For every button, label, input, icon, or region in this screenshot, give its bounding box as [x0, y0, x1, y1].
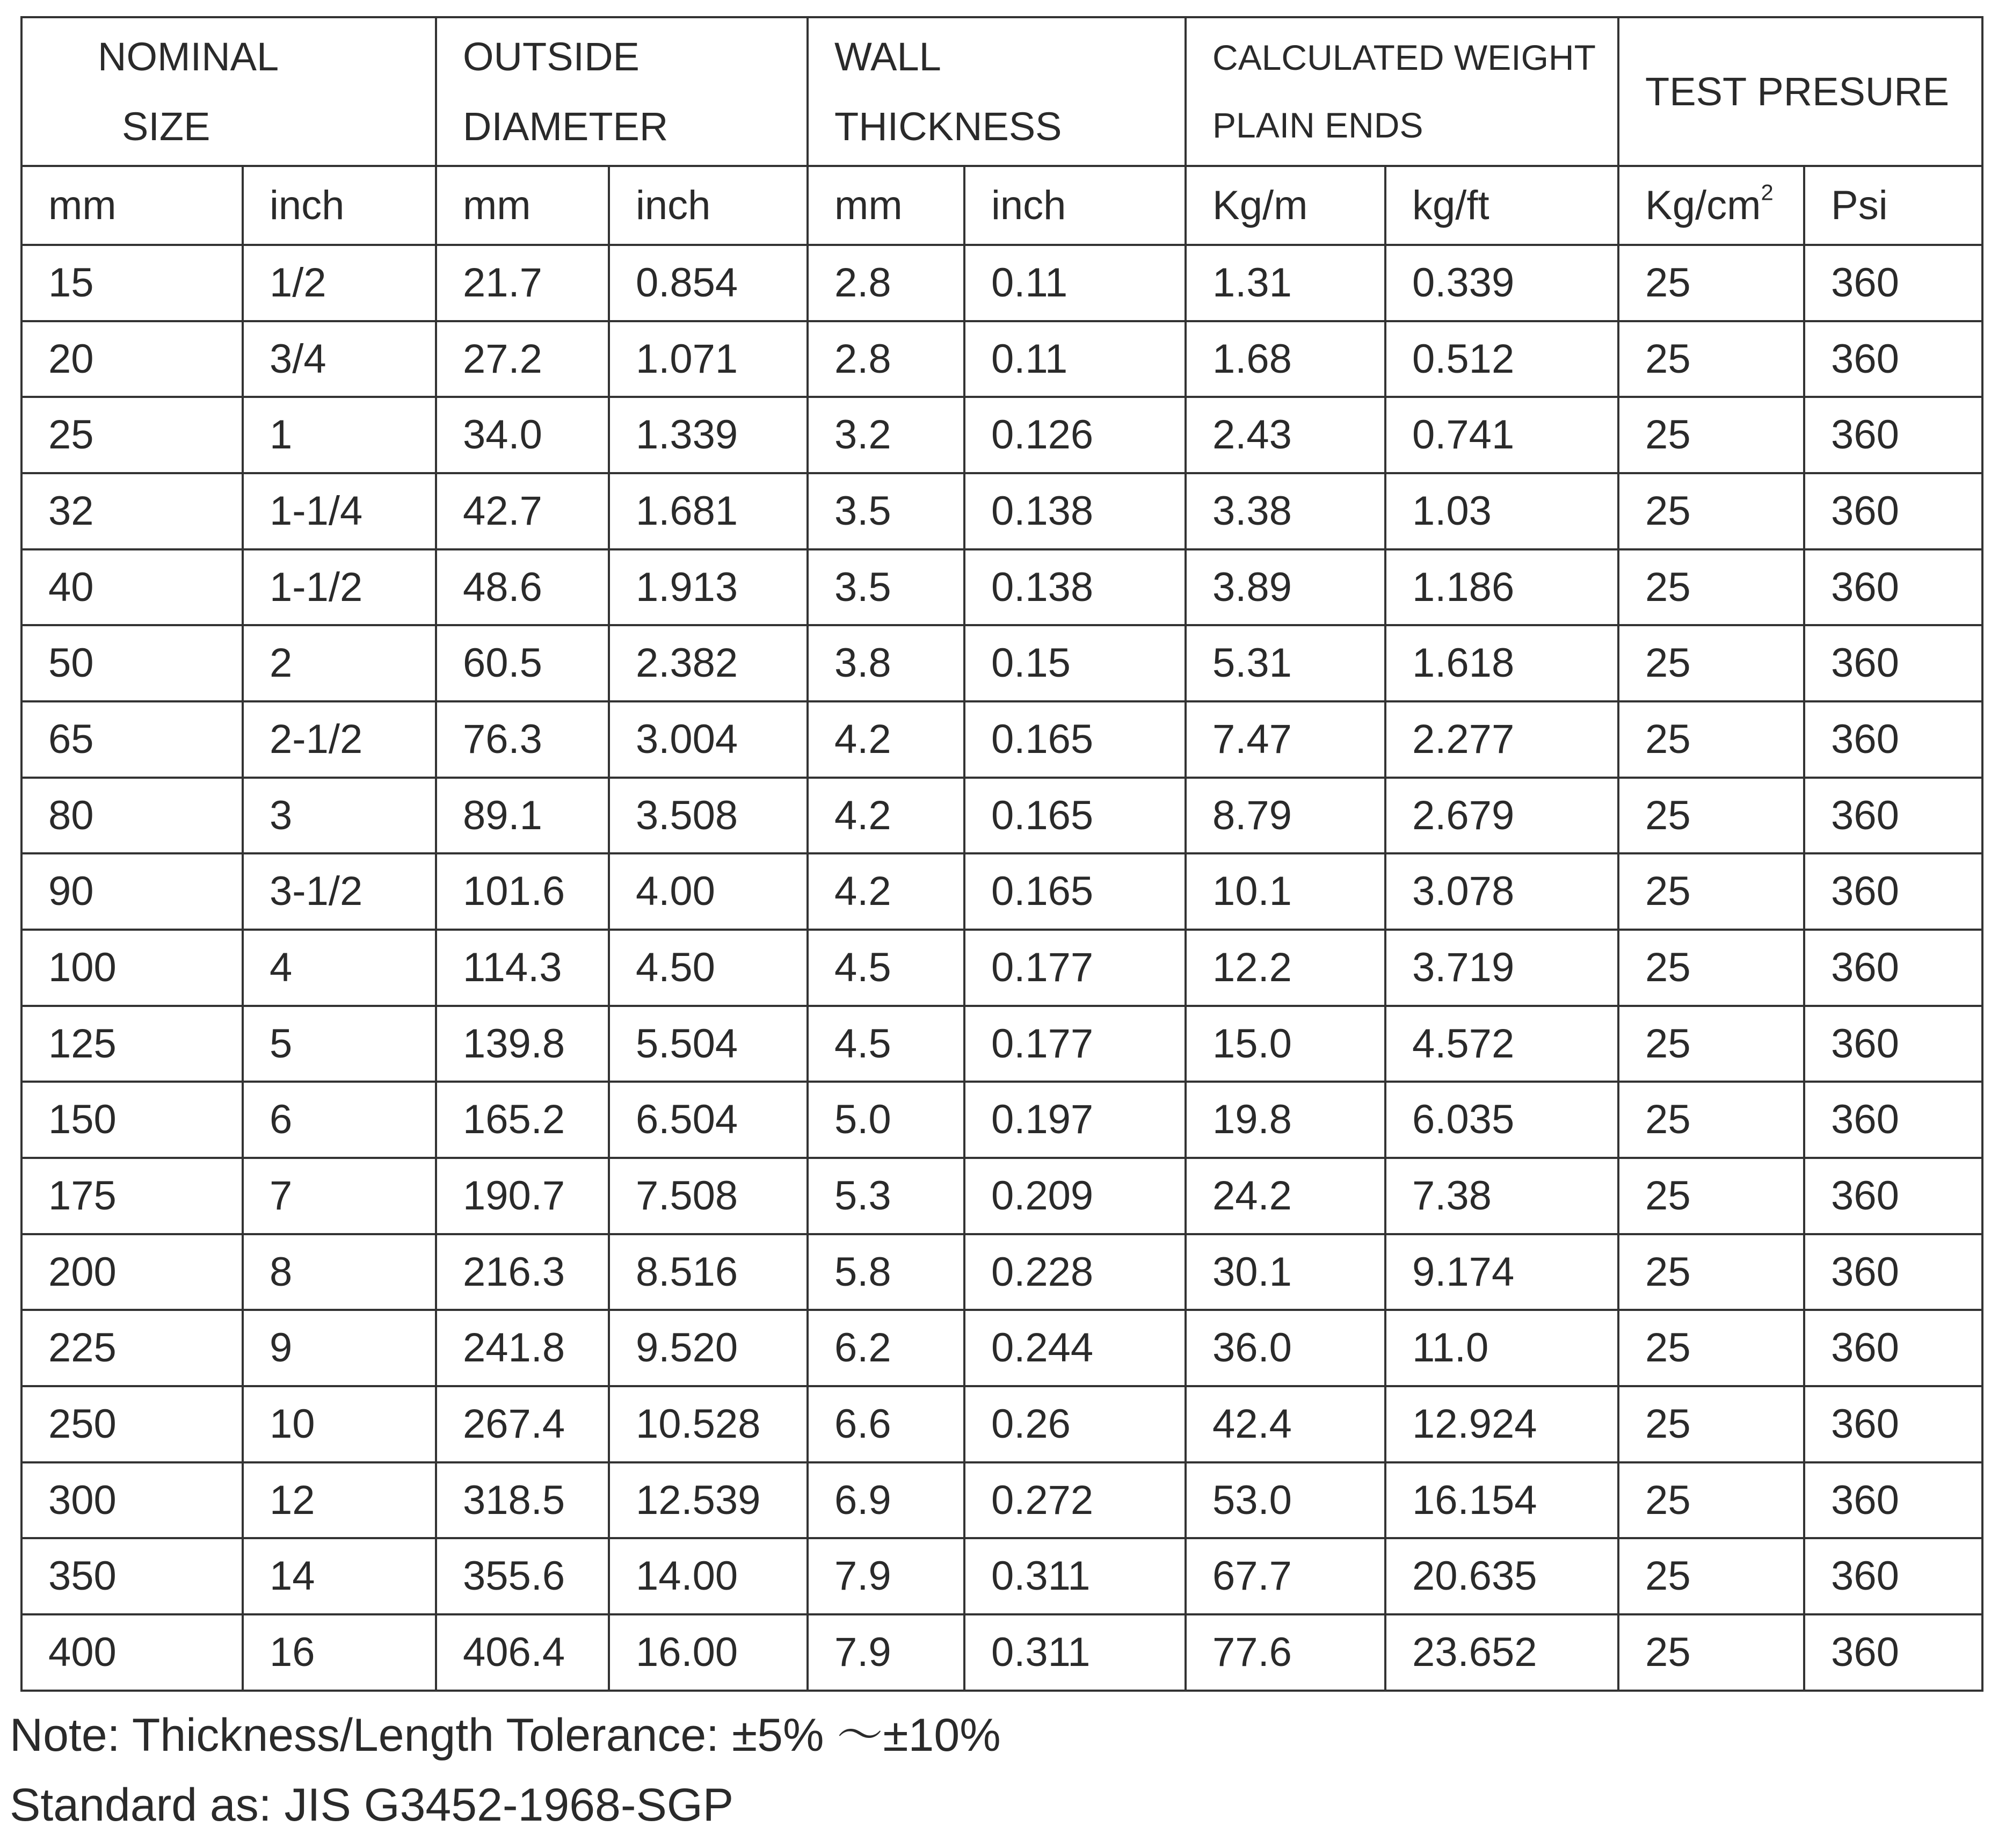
cell-wall-inch: 0.15: [964, 625, 1186, 701]
header-calculated-weight: [1186, 17, 1618, 166]
table-row: [21, 549, 1982, 626]
cell-weight-kg-ft: 0.339: [1385, 245, 1618, 321]
cell-od-mm: 27.2: [436, 321, 609, 397]
cell-nominal-inch: 1-1/4: [243, 473, 436, 549]
unit-nominal-inch: inch: [243, 166, 436, 245]
cell-wall-mm: 5.0: [808, 1082, 964, 1158]
cell-pressure-kg-cm2: 25: [1618, 1614, 1804, 1691]
cell-wall-mm: 6.6: [808, 1386, 964, 1462]
cell-wall-mm: 4.2: [808, 778, 964, 854]
cell-nominal-inch: 16: [243, 1614, 436, 1691]
cell-pressure-psi: 360: [1804, 1614, 1982, 1691]
header-outside-diameter: [436, 17, 808, 166]
cell-wall-inch: 0.11: [964, 245, 1186, 321]
cell-wall-inch: 0.272: [964, 1462, 1186, 1539]
cell-pressure-psi: 360: [1804, 1006, 1982, 1082]
cell-weight-kg-ft: 4.572: [1385, 1006, 1618, 1082]
cell-weight-kg-m: 8.79: [1186, 778, 1385, 854]
cell-pressure-psi: 360: [1804, 1234, 1982, 1310]
table-row: [21, 701, 1982, 778]
cell-nominal-mm: 100: [21, 930, 243, 1006]
cell-weight-kg-m: 24.2: [1186, 1158, 1385, 1234]
cell-pressure-psi: 360: [1804, 1158, 1982, 1234]
cell-od-mm: 114.3: [436, 930, 609, 1006]
cell-pressure-kg-cm2: 25: [1618, 701, 1804, 778]
header-weight-line-2: PLAIN ENDS: [1212, 105, 1423, 145]
cell-pressure-kg-cm2: 25: [1618, 1234, 1804, 1310]
cell-pressure-psi: 360: [1804, 778, 1982, 854]
cell-wall-inch: 0.228: [964, 1234, 1186, 1310]
cell-wall-mm: 6.2: [808, 1310, 964, 1386]
cell-pressure-kg-cm2: 25: [1618, 1386, 1804, 1462]
table-row: [21, 397, 1982, 473]
cell-wall-mm: 4.2: [808, 853, 964, 930]
cell-od-inch: 4.00: [609, 853, 808, 930]
cell-nominal-mm: 300: [21, 1462, 243, 1539]
cell-wall-inch: 0.177: [964, 930, 1186, 1006]
cell-weight-kg-ft: 1.618: [1385, 625, 1618, 701]
cell-nominal-mm: 80: [21, 778, 243, 854]
cell-weight-kg-m: 7.47: [1186, 701, 1385, 778]
cell-pressure-psi: 360: [1804, 397, 1982, 473]
cell-pressure-psi: 360: [1804, 321, 1982, 397]
cell-nominal-mm: 25: [21, 397, 243, 473]
table-row: [21, 1538, 1982, 1614]
cell-nominal-inch: 1-1/2: [243, 549, 436, 626]
cell-od-inch: 1.071: [609, 321, 808, 397]
unit-weight-kg-ft: kg/ft: [1385, 166, 1618, 245]
cell-wall-mm: 7.9: [808, 1538, 964, 1614]
cell-weight-kg-ft: 3.078: [1385, 853, 1618, 930]
cell-wall-inch: 0.138: [964, 473, 1186, 549]
cell-wall-inch: 0.126: [964, 397, 1186, 473]
cell-wall-inch: 0.26: [964, 1386, 1186, 1462]
cell-nominal-inch: 1/2: [243, 245, 436, 321]
cell-od-inch: 2.382: [609, 625, 808, 701]
cell-pressure-kg-cm2: 25: [1618, 1158, 1804, 1234]
unit-od-inch: inch: [609, 166, 808, 245]
cell-weight-kg-ft: 2.679: [1385, 778, 1618, 854]
cell-nominal-inch: 9: [243, 1310, 436, 1386]
cell-wall-mm: 5.3: [808, 1158, 964, 1234]
cell-wall-inch: 0.165: [964, 778, 1186, 854]
cell-weight-kg-ft: 0.741: [1385, 397, 1618, 473]
table-row: [21, 1234, 1982, 1310]
cell-wall-inch: 0.197: [964, 1082, 1186, 1158]
cell-weight-kg-m: 2.43: [1186, 397, 1385, 473]
cell-od-inch: 9.520: [609, 1310, 808, 1386]
cell-weight-kg-m: 12.2: [1186, 930, 1385, 1006]
cell-nominal-mm: 225: [21, 1310, 243, 1386]
cell-od-mm: 42.7: [436, 473, 609, 549]
cell-pressure-psi: 360: [1804, 625, 1982, 701]
table-row: [21, 1310, 1982, 1386]
cell-nominal-inch: 4: [243, 930, 436, 1006]
cell-od-mm: 318.5: [436, 1462, 609, 1539]
cell-nominal-inch: 2-1/2: [243, 701, 436, 778]
unit-pressure-psi: Psi: [1804, 166, 1982, 245]
cell-wall-inch: 0.244: [964, 1310, 1186, 1386]
header-wall-thickness: [808, 17, 1186, 166]
cell-nominal-mm: 200: [21, 1234, 243, 1310]
unit-wall-inch: inch: [964, 166, 1186, 245]
cell-nominal-mm: 32: [21, 473, 243, 549]
cell-nominal-inch: 3: [243, 778, 436, 854]
cell-wall-mm: 6.9: [808, 1462, 964, 1539]
cell-nominal-mm: 50: [21, 625, 243, 701]
cell-weight-kg-ft: 1.03: [1385, 473, 1618, 549]
cell-pressure-psi: 360: [1804, 1386, 1982, 1462]
cell-od-mm: 139.8: [436, 1006, 609, 1082]
cell-od-inch: 1.339: [609, 397, 808, 473]
header-nominal-line-1: NOMINAL: [98, 34, 279, 79]
cell-pressure-kg-cm2: 25: [1618, 1538, 1804, 1614]
tolerance-note: Note: Thickness/Length Tolerance: ±5% ～±10%: [10, 1709, 1001, 1761]
cell-nominal-mm: 175: [21, 1158, 243, 1234]
cell-pressure-psi: 360: [1804, 1462, 1982, 1539]
cell-nominal-inch: 10: [243, 1386, 436, 1462]
header-weight-line-1: CALCULATED WEIGHT: [1212, 38, 1596, 78]
header-wall-line-2: THICKNESS: [834, 104, 1062, 149]
table-row: [21, 1386, 1982, 1462]
cell-nominal-mm: 150: [21, 1082, 243, 1158]
cell-nominal-mm: 125: [21, 1006, 243, 1082]
cell-od-mm: 267.4: [436, 1386, 609, 1462]
cell-pressure-psi: 360: [1804, 1538, 1982, 1614]
cell-pressure-kg-cm2: 25: [1618, 625, 1804, 701]
cell-nominal-inch: 7: [243, 1158, 436, 1234]
cell-wall-inch: 0.165: [964, 701, 1186, 778]
header-nominal-line-2: SIZE: [122, 104, 210, 149]
cell-nominal-inch: 14: [243, 1538, 436, 1614]
cell-pressure-kg-cm2: 25: [1618, 1462, 1804, 1539]
cell-wall-mm: 2.8: [808, 321, 964, 397]
cell-pressure-psi: 360: [1804, 1082, 1982, 1158]
cell-pressure-kg-cm2: 25: [1618, 397, 1804, 473]
cell-od-mm: 216.3: [436, 1234, 609, 1310]
cell-pressure-kg-cm2: 25: [1618, 930, 1804, 1006]
cell-weight-kg-ft: 1.186: [1385, 549, 1618, 626]
table-row: [21, 1158, 1982, 1234]
cell-od-inch: 16.00: [609, 1614, 808, 1691]
cell-od-mm: 355.6: [436, 1538, 609, 1614]
cell-pressure-kg-cm2: 25: [1618, 1082, 1804, 1158]
cell-weight-kg-ft: 16.154: [1385, 1462, 1618, 1539]
cell-wall-inch: 0.311: [964, 1614, 1186, 1691]
unit-header-row: [21, 166, 1982, 245]
unit-pressure-kg-cm-text: Kg/cm: [1645, 182, 1761, 228]
table-row: [21, 853, 1982, 930]
cell-weight-kg-ft: 9.174: [1385, 1234, 1618, 1310]
cell-pressure-psi: 360: [1804, 701, 1982, 778]
cell-nominal-inch: 12: [243, 1462, 436, 1539]
cell-od-inch: 8.516: [609, 1234, 808, 1310]
cell-wall-mm: 4.2: [808, 701, 964, 778]
cell-nominal-inch: 6: [243, 1082, 436, 1158]
cell-pressure-kg-cm2: 25: [1618, 1006, 1804, 1082]
cell-weight-kg-m: 5.31: [1186, 625, 1385, 701]
table-row: [21, 778, 1982, 854]
cell-od-mm: 60.5: [436, 625, 609, 701]
cell-nominal-mm: 350: [21, 1538, 243, 1614]
cell-wall-mm: 3.5: [808, 549, 964, 626]
unit-weight-kg-m: Kg/m: [1186, 166, 1385, 245]
cell-weight-kg-m: 42.4: [1186, 1386, 1385, 1462]
cell-pressure-psi: 360: [1804, 473, 1982, 549]
cell-weight-kg-m: 19.8: [1186, 1082, 1385, 1158]
cell-weight-kg-ft: 11.0: [1385, 1310, 1618, 1386]
header-outside-line-1: OUTSIDE: [463, 34, 640, 79]
cell-pressure-kg-cm2: 25: [1618, 853, 1804, 930]
cell-od-mm: 241.8: [436, 1310, 609, 1386]
cell-weight-kg-ft: 6.035: [1385, 1082, 1618, 1158]
unit-pressure-superscript: 2: [1761, 179, 1774, 205]
cell-weight-kg-m: 3.89: [1186, 549, 1385, 626]
cell-pressure-psi: 360: [1804, 853, 1982, 930]
cell-od-mm: 48.6: [436, 549, 609, 626]
header-test-pressure: [1618, 17, 1982, 166]
cell-weight-kg-m: 15.0: [1186, 1006, 1385, 1082]
cell-od-mm: 165.2: [436, 1082, 609, 1158]
cell-od-inch: 10.528: [609, 1386, 808, 1462]
cell-od-mm: 101.6: [436, 853, 609, 930]
cell-nominal-mm: 90: [21, 853, 243, 930]
cell-wall-mm: 4.5: [808, 1006, 964, 1082]
cell-wall-mm: 3.2: [808, 397, 964, 473]
cell-pressure-psi: 360: [1804, 549, 1982, 626]
cell-nominal-mm: 15: [21, 245, 243, 321]
cell-pressure-psi: 360: [1804, 1310, 1982, 1386]
group-header-row: [21, 17, 1982, 166]
cell-nominal-inch: 1: [243, 397, 436, 473]
pipe-spec-table: [20, 16, 1983, 1692]
cell-wall-mm: 4.5: [808, 930, 964, 1006]
cell-od-mm: 76.3: [436, 701, 609, 778]
header-wall-line-1: WALL: [834, 34, 941, 79]
cell-wall-mm: 2.8: [808, 245, 964, 321]
cell-wall-mm: 5.8: [808, 1234, 964, 1310]
cell-pressure-kg-cm2: 25: [1618, 321, 1804, 397]
cell-od-mm: 190.7: [436, 1158, 609, 1234]
cell-nominal-mm: 40: [21, 549, 243, 626]
cell-wall-inch: 0.177: [964, 1006, 1186, 1082]
table-row: [21, 1082, 1982, 1158]
cell-nominal-inch: 2: [243, 625, 436, 701]
cell-nominal-mm: 250: [21, 1386, 243, 1462]
cell-weight-kg-m: 10.1: [1186, 853, 1385, 930]
cell-wall-inch: 0.165: [964, 853, 1186, 930]
header-nominal-size: [21, 17, 436, 166]
table-row: [21, 930, 1982, 1006]
cell-wall-inch: 0.209: [964, 1158, 1186, 1234]
unit-nominal-mm: mm: [21, 166, 243, 245]
cell-pressure-kg-cm2: 25: [1618, 245, 1804, 321]
cell-weight-kg-ft: 12.924: [1385, 1386, 1618, 1462]
cell-pressure-psi: 360: [1804, 245, 1982, 321]
standard-note: Standard as: JIS G3452-1968-SGP: [10, 1779, 734, 1831]
cell-weight-kg-m: 36.0: [1186, 1310, 1385, 1386]
table-row: [21, 1006, 1982, 1082]
cell-od-inch: 14.00: [609, 1538, 808, 1614]
cell-weight-kg-ft: 20.635: [1385, 1538, 1618, 1614]
table-row: [21, 1614, 1982, 1691]
cell-od-inch: 12.539: [609, 1462, 808, 1539]
cell-od-inch: 0.854: [609, 245, 808, 321]
table-row: [21, 1462, 1982, 1539]
cell-nominal-mm: 65: [21, 701, 243, 778]
cell-weight-kg-m: 53.0: [1186, 1462, 1385, 1539]
cell-od-mm: 34.0: [436, 397, 609, 473]
cell-weight-kg-m: 1.68: [1186, 321, 1385, 397]
unit-wall-mm: mm: [808, 166, 964, 245]
cell-weight-kg-m: 67.7: [1186, 1538, 1385, 1614]
cell-od-inch: 3.508: [609, 778, 808, 854]
table-row: [21, 245, 1982, 321]
cell-od-mm: 406.4: [436, 1614, 609, 1691]
table-row: [21, 321, 1982, 397]
cell-weight-kg-m: 3.38: [1186, 473, 1385, 549]
cell-nominal-inch: 8: [243, 1234, 436, 1310]
cell-pressure-kg-cm2: 25: [1618, 549, 1804, 626]
cell-nominal-mm: 20: [21, 321, 243, 397]
cell-weight-kg-ft: 23.652: [1385, 1614, 1618, 1691]
cell-nominal-inch: 5: [243, 1006, 436, 1082]
cell-weight-kg-ft: 7.38: [1385, 1158, 1618, 1234]
cell-nominal-mm: 400: [21, 1614, 243, 1691]
cell-wall-inch: 0.11: [964, 321, 1186, 397]
header-outside-line-2: DIAMETER: [463, 104, 668, 149]
cell-wall-mm: 3.8: [808, 625, 964, 701]
table-row: [21, 473, 1982, 549]
cell-od-mm: 21.7: [436, 245, 609, 321]
cell-weight-kg-m: 77.6: [1186, 1614, 1385, 1691]
cell-wall-inch: 0.311: [964, 1538, 1186, 1614]
cell-nominal-inch: 3/4: [243, 321, 436, 397]
cell-weight-kg-m: 30.1: [1186, 1234, 1385, 1310]
cell-weight-kg-ft: 0.512: [1385, 321, 1618, 397]
cell-od-inch: 3.004: [609, 701, 808, 778]
unit-pressure-kg-cm2: [1618, 166, 1804, 245]
cell-weight-kg-ft: 3.719: [1385, 930, 1618, 1006]
cell-od-inch: 5.504: [609, 1006, 808, 1082]
cell-wall-mm: 3.5: [808, 473, 964, 549]
cell-od-inch: 7.508: [609, 1158, 808, 1234]
unit-od-mm: mm: [436, 166, 609, 245]
cell-nominal-inch: 3-1/2: [243, 853, 436, 930]
cell-od-inch: 6.504: [609, 1082, 808, 1158]
cell-od-inch: 1.913: [609, 549, 808, 626]
cell-wall-mm: 7.9: [808, 1614, 964, 1691]
cell-od-inch: 1.681: [609, 473, 808, 549]
cell-pressure-kg-cm2: 25: [1618, 778, 1804, 854]
cell-od-inch: 4.50: [609, 930, 808, 1006]
cell-wall-inch: 0.138: [964, 549, 1186, 626]
header-pressure-line-1: TEST PRESURE: [1645, 69, 1950, 114]
cell-pressure-kg-cm2: 25: [1618, 473, 1804, 549]
cell-pressure-kg-cm2: 25: [1618, 1310, 1804, 1386]
cell-pressure-psi: 360: [1804, 930, 1982, 1006]
table-row: [21, 625, 1982, 701]
cell-od-mm: 89.1: [436, 778, 609, 854]
cell-weight-kg-m: 1.31: [1186, 245, 1385, 321]
cell-weight-kg-ft: 2.277: [1385, 701, 1618, 778]
